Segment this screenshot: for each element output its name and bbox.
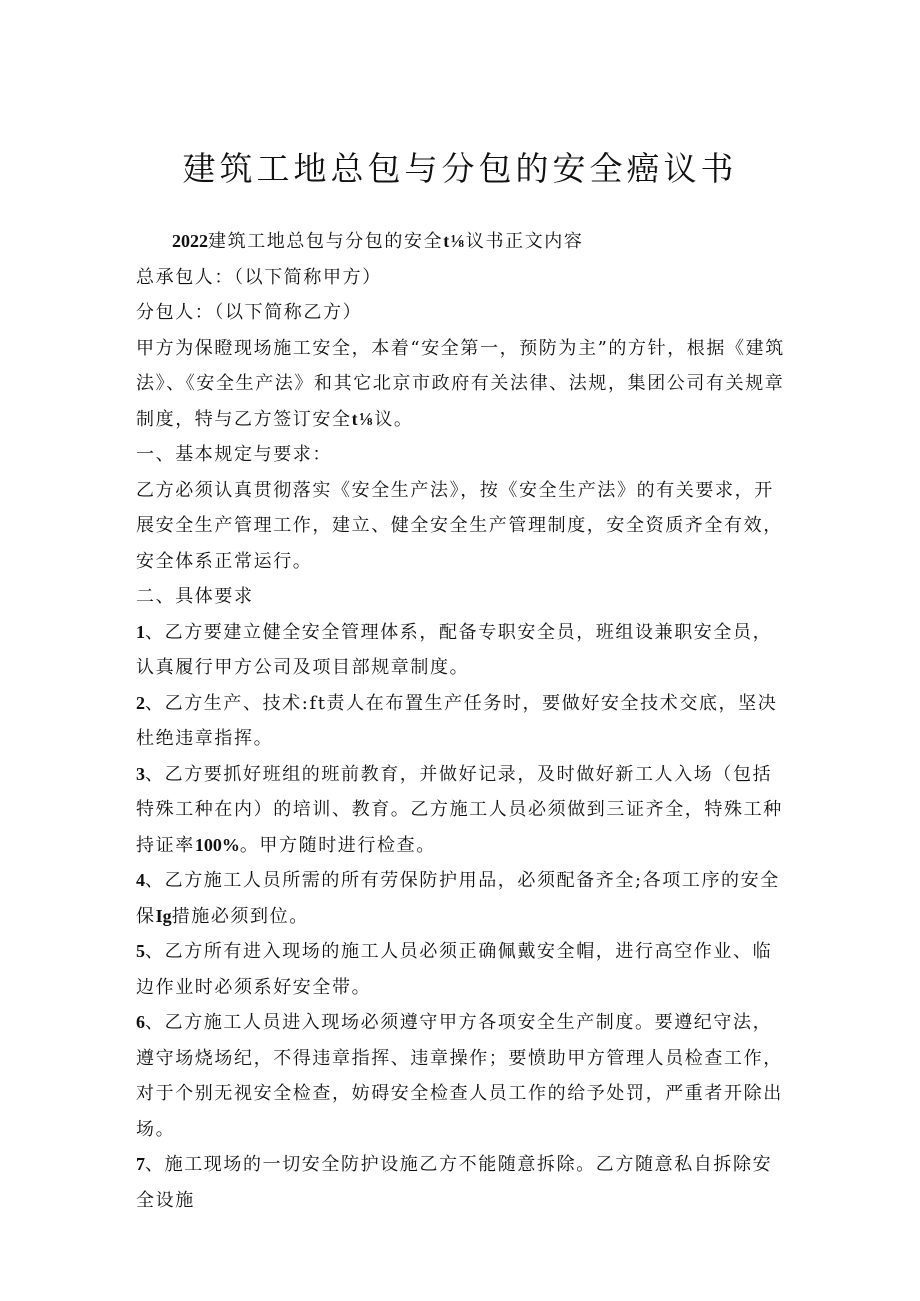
item-number: 7 (136, 1154, 145, 1174)
contractor-line: 总承包人：（以下简称甲方） (136, 266, 382, 288)
item-text-b: 。甲方随时进行检查。 (239, 834, 436, 856)
section1-paragraph: 乙方必须认真贯彻落实《安全生产法》，按《安全生产法》的有关要求，开展安全生产管理工作，建立、健全安全生产管理制度，安全资质齐全有效，安全体系正常运行。 (136, 479, 783, 572)
item-text: 、乙方施工人员进入现场必须遵守甲方各项安全生产制度。要遵纪守法，遵守场烧场纪，不得违章指挥、违章操作；要愤助甲方管理人员检查工作，对于个别无视安全检查，妨碍安全检查人员工作的给予处罚，严重者开除出场。 (136, 1012, 783, 1140)
list-item (136, 1005, 786, 1147)
section1-heading: 一、基本规定与要求： (136, 444, 332, 465)
subtitle-text-a: 建筑工地总包与分包的安全 (208, 231, 444, 252)
intro-text-a: 甲方为保瞪现场施工安全，本着“安全第一，预防为主”的方针，根据《建筑法》、《安全生产法》和其它北京市政府有关法律、法规，集团公司有关规章制度，特与乙方签订安全 (136, 337, 785, 430)
item-text: 、乙方所有进入现场的施工人员必须正确佩戴安全帽，进行高空作业、临边作业时必须系好安全带。 (136, 941, 773, 998)
subtitle-year: 2022 (172, 231, 208, 251)
subtitle-garble: t⅛ (443, 231, 466, 251)
item-number: 2 (136, 692, 145, 713)
item-rate: 100% (194, 834, 240, 855)
subcontractor-line: 分包人：（以下简称乙方） (136, 302, 363, 323)
item-text-a: 、乙方施工人员所需的所有劳保防护用品，必须配备齐全;各项工序的安全保 (136, 870, 780, 927)
document-title: 建筑工地总包与分包的安全癌议书 (182, 149, 738, 188)
list-item (136, 686, 786, 757)
item-text: 、乙方要建立健全安全管理体系，配备专职安全员，班组设兼职安全员，认真履行甲方公司及项目部规章制度。 (136, 621, 773, 678)
intro-paragraph (136, 331, 786, 438)
list-item (136, 1147, 786, 1218)
list-item (136, 615, 786, 686)
section2-heading: 二、具体要求 (136, 586, 254, 607)
item-text: 、乙方生产、技术:ft责人在布置生产任务时，要做好安全技术交底，坚决杜绝违章指挥。 (136, 692, 778, 749)
intro-garble: t⅛ (351, 408, 375, 429)
list-item (136, 934, 786, 1005)
item-number: 1 (136, 621, 145, 642)
item-text: 、施工现场的一切安全防护设施乙方不能随意拆除。乙方随意私自拆除安全设施 (136, 1154, 773, 1211)
item-number: 4 (136, 870, 145, 890)
document-body (136, 224, 786, 1218)
list-item (136, 863, 786, 934)
item-garble: Ig (155, 905, 172, 926)
item-number: 3 (136, 763, 145, 784)
list-item (136, 757, 786, 864)
subtitle-text-b: 议书正文内容 (465, 231, 584, 252)
item-text-a: 、乙方要抓好班组的班前教育，并做好记录，及时做好新工人入场（包括特殊工种在内）的培训、教育。乙方施工人员必须做到三证齐全，特殊工种持证率 (136, 763, 783, 856)
item-number: 6 (136, 1012, 145, 1032)
intro-text-b: 议。 (374, 408, 414, 430)
item-text-b: 措施必须到位。 (171, 905, 309, 927)
subtitle-line (136, 224, 786, 260)
item-number: 5 (136, 941, 145, 961)
